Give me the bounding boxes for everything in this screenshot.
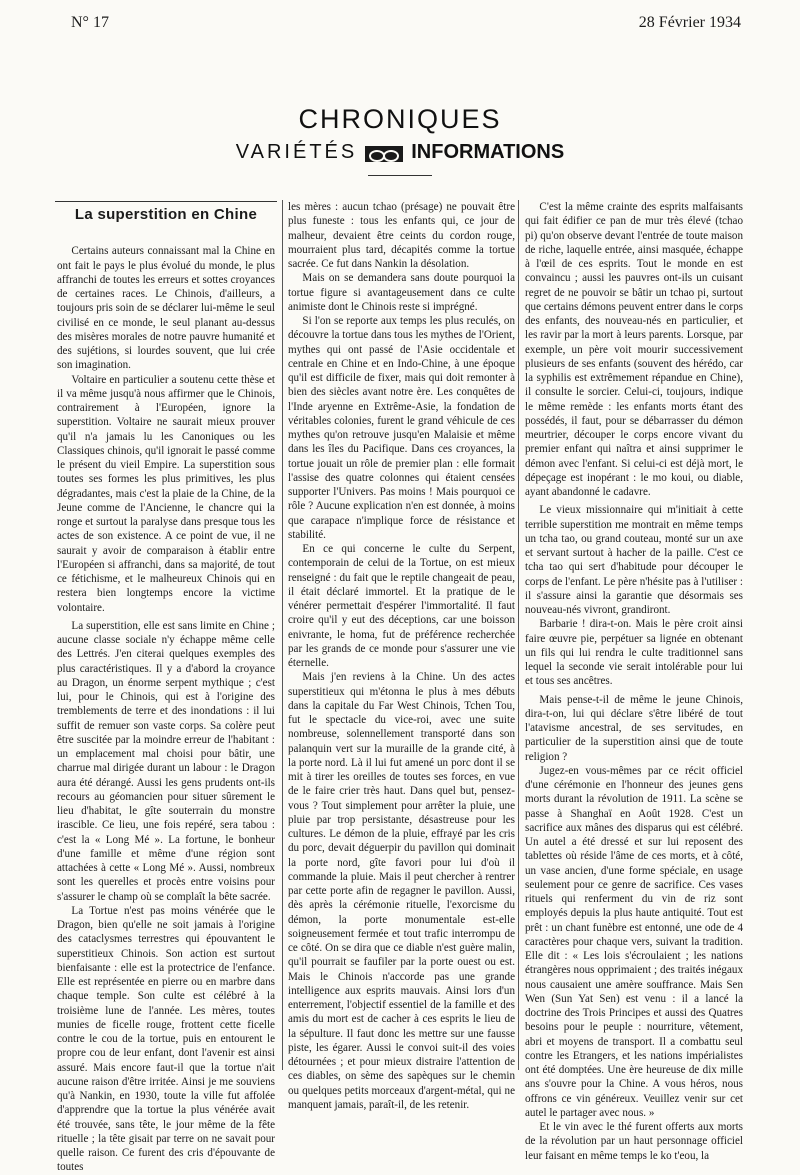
ornament-icon [365, 146, 403, 162]
paragraph: En ce qui concerne le culte du Serpent, contemporain de celui de la Tortue, on est mieux renseigné : du fait que le reptile changeait de peau, il était déclaré immortel. Et la pratique de le vénérer permettait d'espérer l'immortalité. Il faut croire qu'il y eut des déceptions, car une boisson enivrante, le homa, fut de préférence recherchée par les grands de ce monde pour s'assurer une vie éternelle. [288, 543, 515, 669]
article-column-1 [57, 200, 275, 1175]
paragraph: La Tortue n'est pas moins vénérée que le Dragon, bien qu'elle ne soit jamais à l'origine des cataclysmes terrestres qui épouvantent le superstitieux Chinois. Son action est surtout bienfaisante : elle est la protectrice de l'enfance. Elle est représentée en pierre ou en marbre dans chaque temple. Son culte est célébré à la troisième lune de l'année. Les mères, toutes munies de ficelle rouge, frottent cette ficelle contre le cou de la tortue, puis en entourent le propre cou de leur enfant, dont l'avenir est ainsi assuré. Mais encore faut-il que la tortue n'ait aucune raison d'être irritée. Ainsi je me souviens qu'à Nankin, en 1930, toute la ville fut affolée d'apprendre que la tortue la plus vénérée avait été trouvée, sans tête, le jour même de la fête rituelle ; la tête gisait par terre on ne savait pour quelle raison. Ce furent des cris d'épouvante de toutes [57, 904, 275, 1174]
column-divider [518, 200, 519, 1070]
paragraph: Mais pense-t-il de même le jeune Chinois, dira-t-on, lui qui déclare s'être libéré de tout l'atavisme ancestral, de ses servitudes, en particulier de la superstition ainsi que de toute religion ? [525, 693, 743, 763]
page-number: N° 17 [71, 14, 109, 31]
paragraph: Le vieux missionnaire qui m'initiait à cette terrible superstition me montrait en même temps un tcha tao, ou grand couteau, monté sur un axe et servant surtout à hacher de la paille. C'est ce tcha tao qui sert d'habitude pour découper le corps de l'enfant. Le père n'hésite pas à l'utiliser : il s'assure ainsi la garantie que désormais ses nouveau-nés vivront, grandiront. [525, 504, 743, 616]
masthead-word-varietes: VARIÉTÉS [235, 141, 358, 163]
paragraph: Mais j'en reviens à la Chine. Un des actes superstitieux qui m'étonna le plus à mes débuts dans la capitale du Far West Chinois, Tchen Tou, fut le spectacle du vice-roi, avec une suite nombreuse, solennellement transporté dans son palanquin vert sur la muraille de la grande cité, à la porte nord. Là il lui fut amené un porc dont il se mit à tirer les oreilles de toutes ses forces, en vue de le faire crier très haut. Dans quel but, pensez-vous ? Tout simplement pour arrêter la pluie, une pluie par trop persistante, désastreuse pour les cultures. Le démon de la pluie, effrayé par les cris du porc, devait déguerpir du pavillon qui dominait la porte nord, gîte favori pour lui d'où il commande la pluie. Mais il peut chercher à rentrer par cette porte afin de regagner le pavillon. Aussi, dès après la cérémonie rituelle, l'exorcisme du démon, la porte monumentale est-elle soigneusement fermée et tout trafic interrompu de ce côté. On se dira que ce diable n'est guère malin, qu'il pourrait se faufiler par la porte ouest ou est. Mais le Chinois n'accorde pas une grande intelligence aux esprits mauvais. Ainsi lors d'un enterrement, l'objectif essentiel de la famille et des amis du mort est de cacher à ces esprits le lieu de la sépulture. Il faut donc les mettre sur une fausse piste, les égarer. Aussi le convoi suit-il des voies détournées ; et pour mieux distraire l'attention de ces diables, on sème des sapèques sur le chemin ou quelques petits morceaux d'argent-métal, qui ne manquent jamais, paraît-il, de les retenir. [288, 671, 515, 1111]
paragraph: Mais on se demandera sans doute pourquoi la tortue figure si avantageusement dans ce culte animiste dont le Chinois reste si imprégné. [288, 272, 515, 313]
masthead-rule [368, 175, 432, 176]
article-title: La superstition en Chine [74, 206, 258, 223]
paragraph: Voltaire en particulier a soutenu cette thèse et il va même jusqu'à nous affirmer que le Chinois, contrairement à l'Européen, ignore la superstition. Voltaire ne saurait mieux prouver qu'il n'a jamais lu les Canoniques ou les Classiques chinois, qu'il ignorait le passé comme le présent du vieil Empire. La superstition sous toutes ses formes les plus primitives, les plus dégradantes, mais c'est la plaie de la Chine, de la Jeune comme de l'Ancienne, le chancre qui la ronge et surtout la paralyse dans presque tous les actes de son existence. A ce point de vue, il ne saurait y avoir de comparaison à établir entre l'Européen si affranchi, dans sa majorité, de tout ce fétichisme, et le malheureux Chinois qui en restera bien longtemps encore la victime volontaire. [57, 373, 275, 614]
paragraph: les mères : aucun tchao (présage) ne pouvait être plus funeste : tous les enfants qui, ce jour de malheur, devaient être ceints du cordon rouge, mourraient plus tard, décapités comme la tortue sacrée. Ce fut dans Nankin la désolation. [288, 201, 515, 270]
column-divider [282, 200, 283, 1070]
masthead-subtitle [0, 141, 800, 164]
masthead-title: CHRONIQUES [298, 104, 502, 134]
article-column-2 [288, 200, 515, 1112]
paragraph: Certains auteurs connaissant mal la Chine en ont fait le pays le plus évolué du monde, le plus affranchi de toutes les erreurs et sottes croyances de certaines races. Le Chinois, d'ailleurs, a toujours pris soin de se déclarer lui-même le seul civilisé en ce monde, le seul planant au-dessus des misères morales de notre pauvre humanité et des sujétions, si lourdes souvent, que lui crée son imagination. [57, 245, 275, 372]
paragraph: La superstition, elle est sans limite en Chine ; aucune classe sociale n'y échappe même celle des Lettrés. J'en citerai quelques exemples des plus caractéristiques. Il y a d'abord la croyance au Dragon, un énorme serpent mythique ; c'est lui, pour le Chinois, qui est à l'origine des tremblements de terre et des inondations : il lui suffit de remuer son vaste corps. Sa colère peut être suscitée par la moindre erreur de l'habitant : un emplacement mal choisi pour bâtir, une charrue mal dirigée durant un labour : le Dragon aura été dérangé. Aussi les gens prudents ont-ils recours au géomancien pour situer sûrement le lieu d'habitat, le gîte souterrain du monstre irascible. Ce lieu, une fois repéré, sera tabou : c'est la « Long Mé ». La fortune, le bonheur d'une famille et même d'une région sont attachées à cette « Long Mé ». Aussi, nombreux sont les querelles et procès entre voisins pour s'assurer le champ où se complaît la bête sacrée. [57, 619, 275, 903]
paragraph: C'est la même crainte des esprits malfaisants qui fait édifier ce pan de mur très élevé (tchao pi) qu'on observe devant l'entrée de toute maison de riche, laquelle entrée, ainsi masquée, échappe à l'œil de ces esprits. Tout le monde en est convaincu ; aussi les pauvres ont-ils un cuisant regret de ne pouvoir se bâtir un tchao pi, surtout que certains démons peuvent entrer dans le corps des enfants, des nouveau-nés en particulier, et les ravir par la mort à leurs parents. Lorsque, par exemple, un père voit mourir successivement plusieurs de ses enfants (souvent des hérédo, car la syphilis est extrêmement répandue en Chine), il consulte le sorcier. Celui-ci, toujours, indique le même remède : les enfants morts étant des possédés, il faut, pour se débarrasser du démon meurtrier, découper le corps encore vivant du premier enfant qui naîtra et ainsi supprimer le démon avec l'enfant. Si celui-ci est déjà mort, le dépeçage est inopérant : le mo koui, ou diable, ayant abandonné le cadavre. [525, 201, 743, 498]
article-column-3 [525, 200, 743, 1163]
page-date: 28 Février 1934 [638, 14, 741, 31]
masthead-word-informations: INFORMATIONS [411, 141, 565, 163]
paragraph: Barbarie ! dira-t-on. Mais le père croit ainsi faire œuvre pie, perpétuer sa lignée en obtenant un fils qui lui rendra le culte traditionnel sans lequel la seconde vie serait intolérable pour lui et tous ses ancêtres. [525, 618, 743, 688]
paragraph: Jugez-en vous-mêmes par ce récit officiel d'une cérémonie en l'honneur des jeunes gens morts durant la révolution de 1911. La scène se passe à Shanghaï en Août 1928. C'est un sacrifice aux mânes des disparus qui est célébré. Un autel a été dressé et sur lui reposent des tablettes où réside l'âme de ces morts, et à côté, un vase ancien, d'une forme spéciale, en usage seulement pour ce genre de sacrifice. Ces vases rituels qui renferment du vin de riz sont employés depuis la plus haute antiquité. Tout est prêt : un chant funèbre est entonné, une ode de 4 caractères pour chaque vers, suivant la tradition. Elle dit : « Les lois s'écroulaient ; les nations étrangères nous opprimaient ; des traités inégaux nous causaient une amère souffrance. Mais Sen Wen (Sun Yat Sen) est venu : il a lancé la doctrine des Trois Principes et aussi des Quatres besoins pour le peuple : nourriture, vêtement, abri et moyens de transport. Il a combattu seul contre les Etrangers, et les nations impérialistes ont été domptées. Une ère heureuse de dix mille ans s'ouvre pour la Chine. A vous héros, nous offrons ce vin généreux. Veuillez venir sur cet autel le partager avec nous. » [525, 764, 743, 1119]
paragraph: Et le vin avec le thé furent offerts aux morts de la révolution par un haut personnage officiel leur faisant en même temps le ko t'eou, la [525, 1121, 743, 1162]
paragraph: Si l'on se reporte aux temps les plus reculés, on découvre la tortue dans tous les mythes de l'Orient, mythes qui ont passé de l'Asie occidentale et centrale en Chine et en Indo-Chine, à une époque qu'il est difficile de fixer, mais qui doit remonter à bien des siècles avant notre ère. Les conquêtes de l'Inde aryenne en Extrême-Asie, la fondation de véritables colonies, furent le grand véhicule de ces mythes qu'on retrouve jusqu'en Malaisie et même dans les îles du Pacifique. Dans ces croyances, la tortue jouait un rôle de premier plan : elle formait l'assise des quatre colonnes qui étaient censées supporter l'Univers. Pas moins ! Mais pourquoi ce rôle ? Aucune explication n'en est donnée, à moins que carapace n'implique force de résistance et stabilité. [288, 315, 515, 541]
